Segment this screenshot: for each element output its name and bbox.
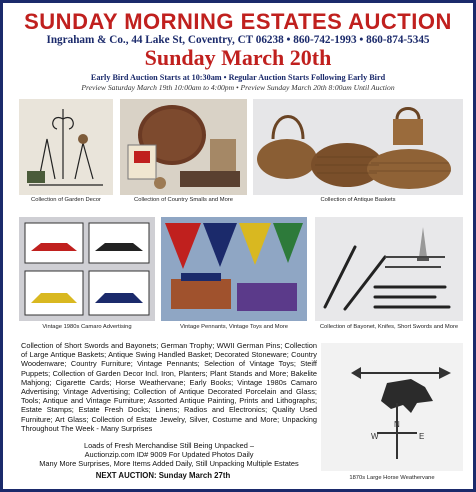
caption-bayonets-knives: Collection of Bayonet, Knifes, Short Swords and More — [319, 324, 459, 330]
photo-bayonets-knives — [315, 217, 463, 321]
svg-text:W: W — [371, 432, 379, 441]
caption-country-smalls: Collection of Country Smalls and More — [134, 197, 233, 203]
auctionzip-line: Auctionzip.com ID# 9009 For Updated Photos Daily — [84, 450, 254, 459]
photo-horse-weathervane — [321, 343, 463, 471]
photo-camaro-advertising — [19, 217, 155, 321]
early-bird-line: Early Bird Auction Starts at 10:30am • Regular Auction Starts Following Early Bird — [90, 73, 386, 82]
svg-text:E: E — [419, 432, 425, 441]
item-description: Collection of Short Swords and Bayonets; German Trophy; WWII German Pins; Collection of Large Antique Baskets; Antique Swing Handled Basket; Decorated Stoneware; Country Woodenware; Country Furniture; Vintage Pennants; Selection of Vintage Toys; Steiff Puppets; Collection of Garden Decor Incl. Iron, Planters; Plant Stands and More; Bakelite Mahjong; Cigarette Cards; Horse Weathervane; Early Books; Vintage 1980s Camaro Advertising; Vintage Advertising; Collection of Antique Decorated Porcelain and Glass; Tools; Antique and Vintage Furniture; Assorted Antique Painting, Prints and Lithographs; Estate Stamps; Estate Fresh Docks; Linens; Radios and Electronics; Quality Used Furniture; Art Glass; Collection of Estate Jewelry, Silver, Costume and More; Unpacking Throughout The Week - Many Surprises — [21, 341, 317, 433]
caption-antique-baskets: Collection of Antique Baskets — [320, 197, 396, 203]
photo-antique-baskets — [253, 99, 463, 195]
photo-country-smalls — [120, 99, 247, 195]
caption-garden-decor: Collection of Garden Decor — [31, 197, 101, 203]
address-line: Ingraham & Co., 44 Lake St, Coventry, CT 06238 • 860-742-1993 • 860-874-5345 — [46, 34, 430, 46]
photo-garden-decor — [19, 99, 113, 195]
auction-date: Sunday March 20th — [144, 45, 332, 70]
preview-line: Preview Saturday March 19th 10:00am to 4:00pm • Preview Sunday March 20th 8:00am Until Auction — [81, 83, 395, 92]
svg-text:N: N — [394, 420, 400, 429]
next-auction: NEXT AUCTION: Sunday March 27th — [95, 471, 231, 480]
caption-camaro-advertising: Vintage 1980s Camaro Advertising — [42, 324, 132, 330]
caption-vintage-pennants: Vintage Pennants, Vintage Toys and More — [180, 324, 288, 330]
more-surprises-line: Many More Surprises, More Items Added Daily, Still Unpacking Multiple Estates — [39, 459, 299, 468]
caption-horse-weathervane: 1870s Large Horse Weathervane — [349, 475, 435, 481]
photo-vintage-pennants — [161, 217, 307, 321]
auction-title: SUNDAY MORNING ESTATES AUCTION — [24, 9, 452, 34]
fresh-merch-line: Loads of Fresh Merchandise Still Being Unpacked – — [83, 441, 255, 450]
